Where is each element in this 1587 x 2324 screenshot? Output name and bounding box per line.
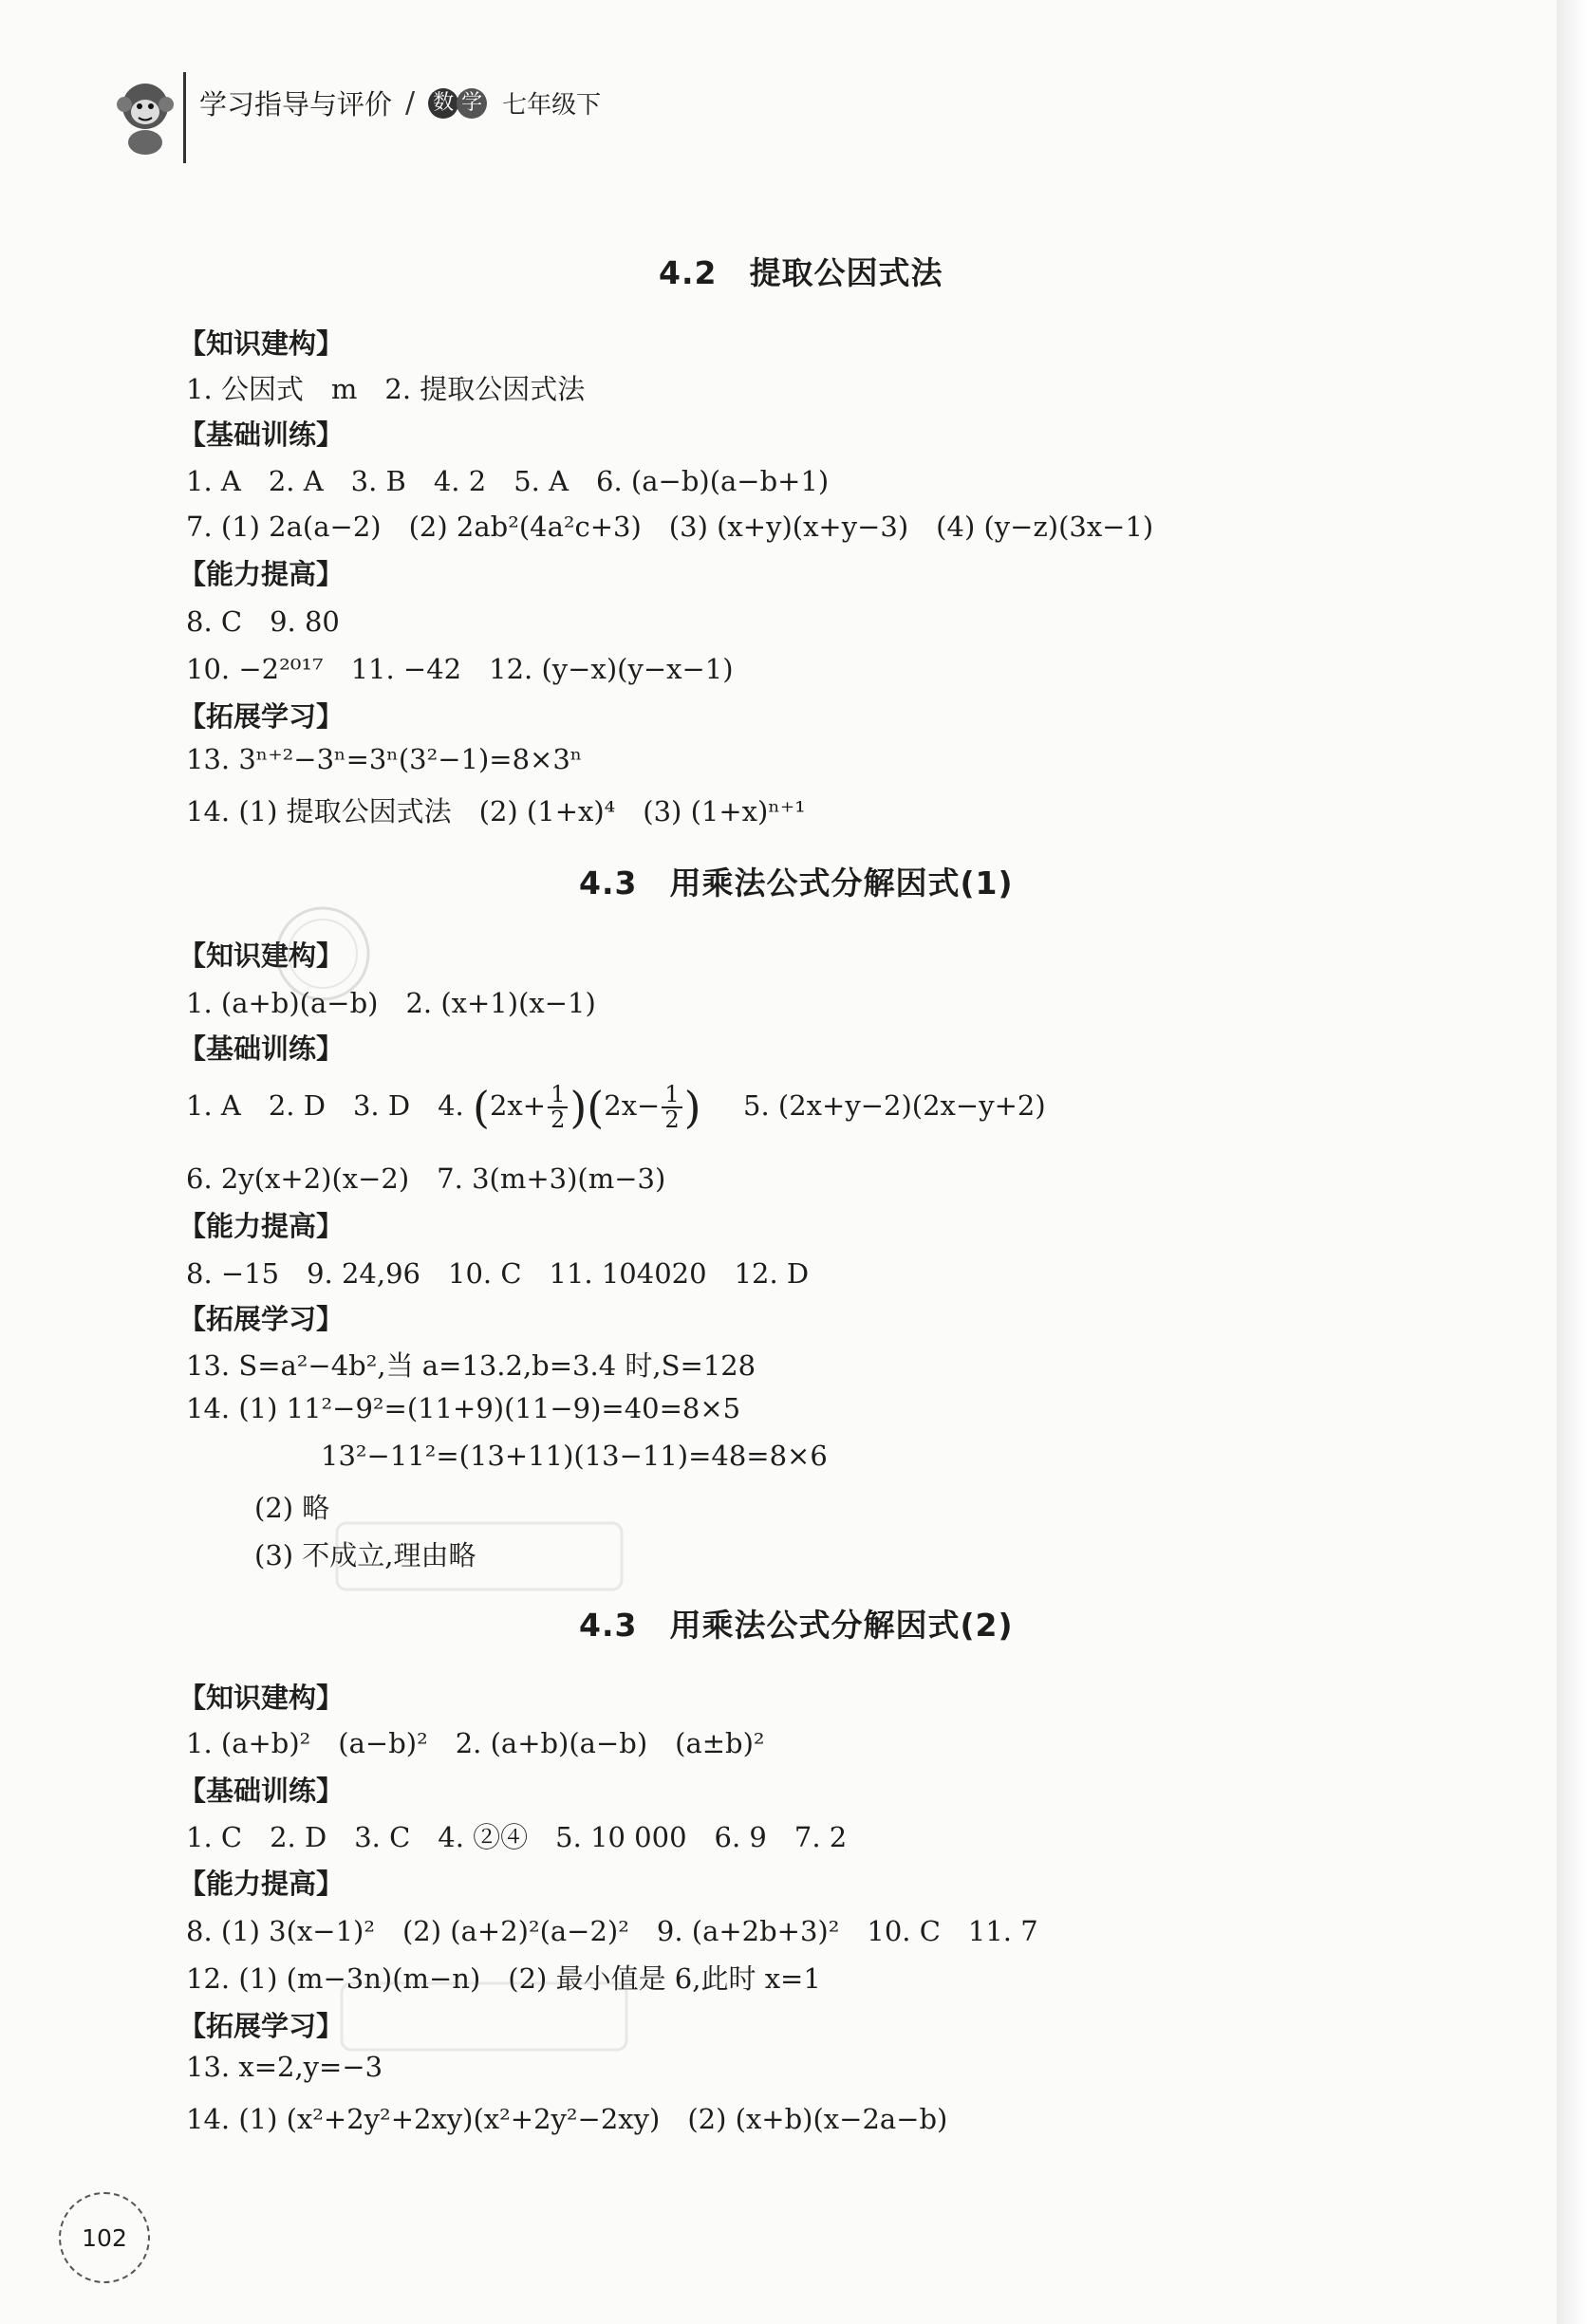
answer-line-fraction <box>186 1082 1046 1133</box>
fraction-half <box>662 1080 681 1133</box>
section-title <box>659 249 943 293</box>
left-paren: ( <box>587 1082 605 1133</box>
left-paren: ( <box>473 1082 490 1133</box>
fraction-half <box>548 1080 568 1133</box>
answer-line: 1. A 2. A 3. B 4. 2 5. A 6. (a−b)(a−b+1) <box>186 465 830 497</box>
answer-line: (3) 不成立,理由略 <box>254 1539 476 1571</box>
answer-line: 14. (1) (x²+2y²+2xy)(x²+2y²−2xy) (2) (x+b)(x−2a−b) <box>186 2103 948 2135</box>
answer-line: 7. (1) 2a(a−2) (2) 2ab²(4a²c+3) (3) (x+y)(x+y−3) (4) (y−z)(3x−1) <box>186 511 1154 543</box>
section-number: 4.2 <box>659 254 718 291</box>
right-paren: ) <box>683 1082 701 1133</box>
factor-right: 2x− <box>604 1089 661 1122</box>
category-heading: 【拓展学习】 <box>178 700 345 733</box>
answer-line: 8. (1) 3(x−1)² (2) (a+2)²(a−2)² 9. (a+2b+3)² 10. C 11. 7 <box>186 1915 1038 1947</box>
answer-line: 1. C 2. D 3. C 4. ②④ 5. 10 000 6. 9 7. 2 <box>186 1821 848 1853</box>
answer-line: 12. (1) (m−3n)(m−n) (2) 最小值是 6,此时 x=1 <box>186 1962 821 1995</box>
fraction-denominator: 2 <box>664 1106 680 1133</box>
subject-char-1: 数 <box>428 88 458 119</box>
category-heading: 【知识建构】 <box>178 939 345 972</box>
factor-left: 2x+ <box>489 1089 547 1122</box>
answer-line: 1. (a+b)(a−b) 2. (x+1)(x−1) <box>186 987 596 1019</box>
category-heading: 【能力提高】 <box>178 1868 345 1900</box>
page-edge <box>1557 0 1587 2324</box>
section-name: 用乘法公式分解因式(1) <box>669 865 1014 902</box>
answer-line: 1. 公因式 m 2. 提取公因式法 <box>186 373 586 405</box>
series-title: 学习指导与评价 <box>199 88 393 121</box>
section-number: 4.3 <box>579 1607 638 1644</box>
monkey-mascot-icon <box>112 78 178 156</box>
watermark-stamp-icon <box>271 902 375 1006</box>
answer-line: 13. S=a²−4b²,当 a=13.2,b=3.4 时,S=128 <box>186 1349 756 1382</box>
category-heading: 【能力提高】 <box>178 558 345 590</box>
answer-line: 13²−11²=(13+11)(13−11)=48=8×6 <box>321 1440 828 1472</box>
answer-line: 14. (1) 提取公因式法 (2) (1+x)⁴ (3) (1+x)ⁿ⁺¹ <box>186 795 806 827</box>
category-heading: 【知识建构】 <box>178 327 345 360</box>
category-heading: 【基础训练】 <box>178 418 345 451</box>
category-heading: 【基础训练】 <box>178 1775 345 1807</box>
fraction-denominator: 2 <box>551 1106 566 1133</box>
answer-line: 14. (1) 11²−9²=(11+9)(11−9)=40=8×5 <box>186 1392 741 1424</box>
answer-part: 5. (2x+y−2)(2x−y+2) <box>743 1089 1046 1122</box>
category-heading: 【拓展学习】 <box>178 2010 345 2042</box>
grade-label: 七年级下 <box>502 91 602 120</box>
category-heading: 【拓展学习】 <box>178 1303 345 1335</box>
section-name: 用乘法公式分解因式(2) <box>669 1607 1014 1644</box>
answer-line: 8. −15 9. 24,96 10. C 11. 104020 12. D <box>186 1257 810 1290</box>
header-divider <box>183 72 186 163</box>
header-slash: / <box>405 86 416 120</box>
answer-line: 13. x=2,y=−3 <box>186 2051 383 2083</box>
watermark-stamp-icon <box>337 1974 641 2059</box>
answer-line: 6. 2y(x+2)(x−2) 7. 3(m+3)(m−3) <box>186 1162 666 1195</box>
right-paren: ) <box>569 1082 588 1133</box>
fraction-numerator: 1 <box>548 1083 568 1108</box>
category-heading: 【基础训练】 <box>178 1032 345 1065</box>
watermark-stamp-icon <box>332 1514 636 1599</box>
answer-line: 10. −2²⁰¹⁷ 11. −42 12. (y−x)(y−x−1) <box>186 653 734 685</box>
section-name: 提取公因式法 <box>749 254 943 291</box>
answer-line: 8. C 9. 80 <box>186 605 340 638</box>
answer-line: 13. 3ⁿ⁺²−3ⁿ=3ⁿ(3²−1)=8×3ⁿ <box>186 743 583 775</box>
section-title <box>579 859 1014 903</box>
page-number: 102 <box>59 2192 150 2283</box>
answer-part: 1. A 2. D 3. D 4. <box>186 1089 464 1122</box>
subject-char-2: 学 <box>457 88 487 119</box>
section-number: 4.3 <box>579 865 638 902</box>
answer-line: 1. (a+b)² (a−b)² 2. (a+b)(a−b) (a±b)² <box>186 1727 765 1759</box>
category-heading: 【知识建构】 <box>178 1682 345 1714</box>
fraction-numerator: 1 <box>662 1083 681 1108</box>
subject-badge <box>428 88 487 119</box>
answer-line: (2) 略 <box>254 1492 330 1524</box>
category-heading: 【能力提高】 <box>178 1210 345 1242</box>
running-header <box>199 84 601 122</box>
section-title <box>579 1601 1014 1645</box>
